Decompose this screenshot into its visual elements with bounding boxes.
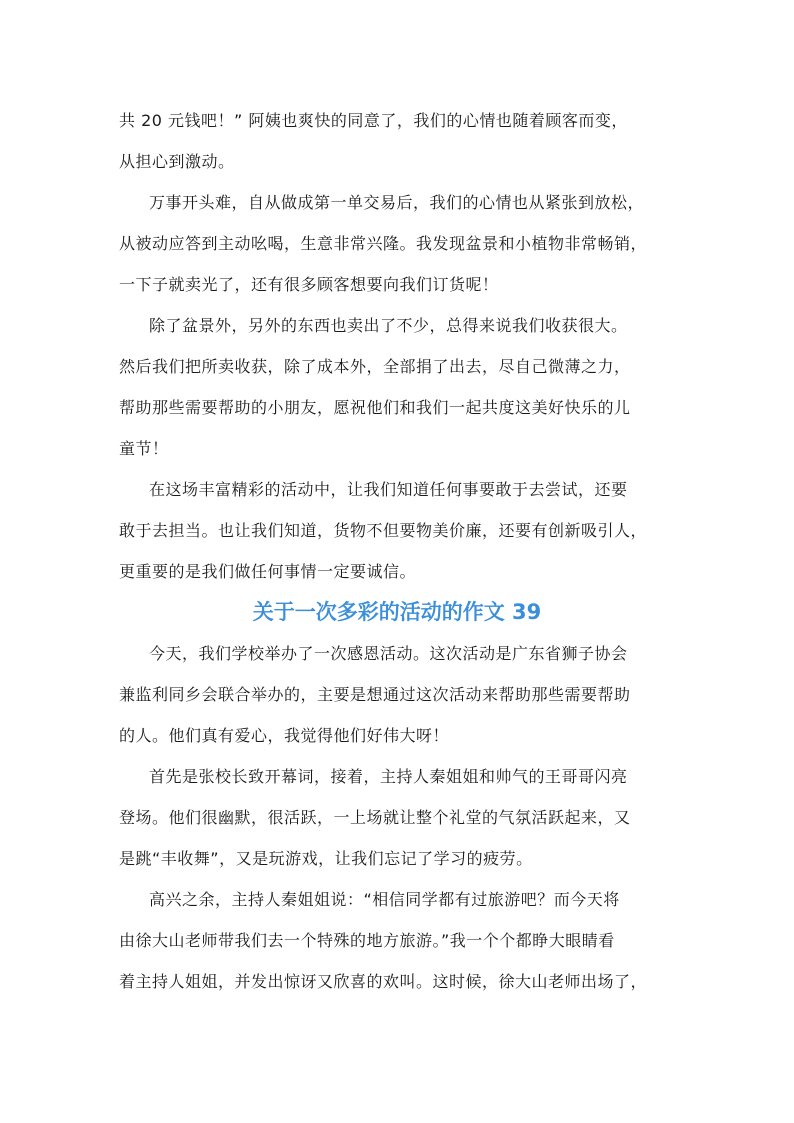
- paragraph: [119, 305, 675, 469]
- paragraph-line: 登场。他们很幽默，很活跃，一上场就让整个礼堂的气氛活跃起来，又: [119, 808, 631, 827]
- paragraph-line: 一下子就卖光了，还有很多顾客想要向我们订货呢！: [119, 275, 499, 294]
- paragraph-line: 兼监利同乡会联合举办的，主要是想通过这次活动来帮助那些需要帮助: [119, 685, 631, 704]
- paragraph-line: 童节！: [119, 439, 169, 458]
- paragraph: [119, 879, 675, 1002]
- paragraph-line: 然后我们把所卖收获，除了成本外，全部捐了出去，尽自己微薄之力，: [119, 357, 631, 376]
- paragraph-line: 从被动应答到主动吆喝，生意非常兴隆。我发现盆景和小植物非常畅销，: [119, 234, 648, 253]
- paragraph-line: 是跳“丰收舞”，又是玩游戏，让我们忘记了学习的疲劳。: [119, 849, 533, 868]
- article-title: 关于一次多彩的活动的作文 39: [252, 600, 542, 624]
- document-page: [119, 100, 675, 1002]
- paragraph-line: 从担心到激动。: [119, 152, 235, 171]
- paragraph: [119, 100, 675, 182]
- paragraph-line: 高兴之余，主持人秦姐姐说：“相信同学都有过旅游吧？而今天将: [149, 890, 620, 909]
- paragraph: [119, 469, 675, 592]
- paragraph: [119, 182, 675, 305]
- paragraph-line: 敢于去担当。也让我们知道，货物不但要物美价廉，还要有创新吸引人，: [119, 521, 648, 540]
- paragraph-line: 今天，我们学校举办了一次感恩活动。这次活动是广东省狮子协会: [149, 644, 628, 663]
- paragraph: [119, 756, 675, 879]
- paragraph-line: 首先是张校长致开幕词，接着，主持人秦姐姐和帅气的王哥哥闪亮: [149, 767, 628, 786]
- paragraph-line: 万事开头难，自从做成第一单交易后，我们的心情也从紧张到放松，: [149, 193, 645, 212]
- paragraph-line: 共 20 元钱吧！” 阿姨也爽快的同意了，我们的心情也随着顾客而变，: [119, 111, 628, 130]
- paragraph: [119, 633, 675, 756]
- paragraph-line: 帮助那些需要帮助的小朋友，愿祝他们和我们一起共度这美好快乐的儿: [119, 398, 631, 417]
- paragraph-line: 着主持人姐姐，并发出惊讶又欣喜的欢叫。这时候，徐大山老师出场了，: [119, 972, 648, 991]
- paragraph-line: 在这场丰富精彩的活动中，让我们知道任何事要敢于去尝试，还要: [149, 480, 628, 499]
- paragraph-line: 的人。他们真有爱心，我觉得他们好伟大呀！: [119, 726, 450, 745]
- article-39-body: [119, 633, 675, 1002]
- paragraph-line: 由徐大山老师带我们去一个特殊的地方旅游。”我一个个都睁大眼睛看: [119, 931, 615, 950]
- paragraph-line: 更重要的是我们做任何事情一定要诚信。: [119, 562, 417, 581]
- article-continued-body: [119, 100, 675, 592]
- paragraph-line: 除了盆景外，另外的东西也卖出了不少，总得来说我们收获很大。: [149, 316, 628, 335]
